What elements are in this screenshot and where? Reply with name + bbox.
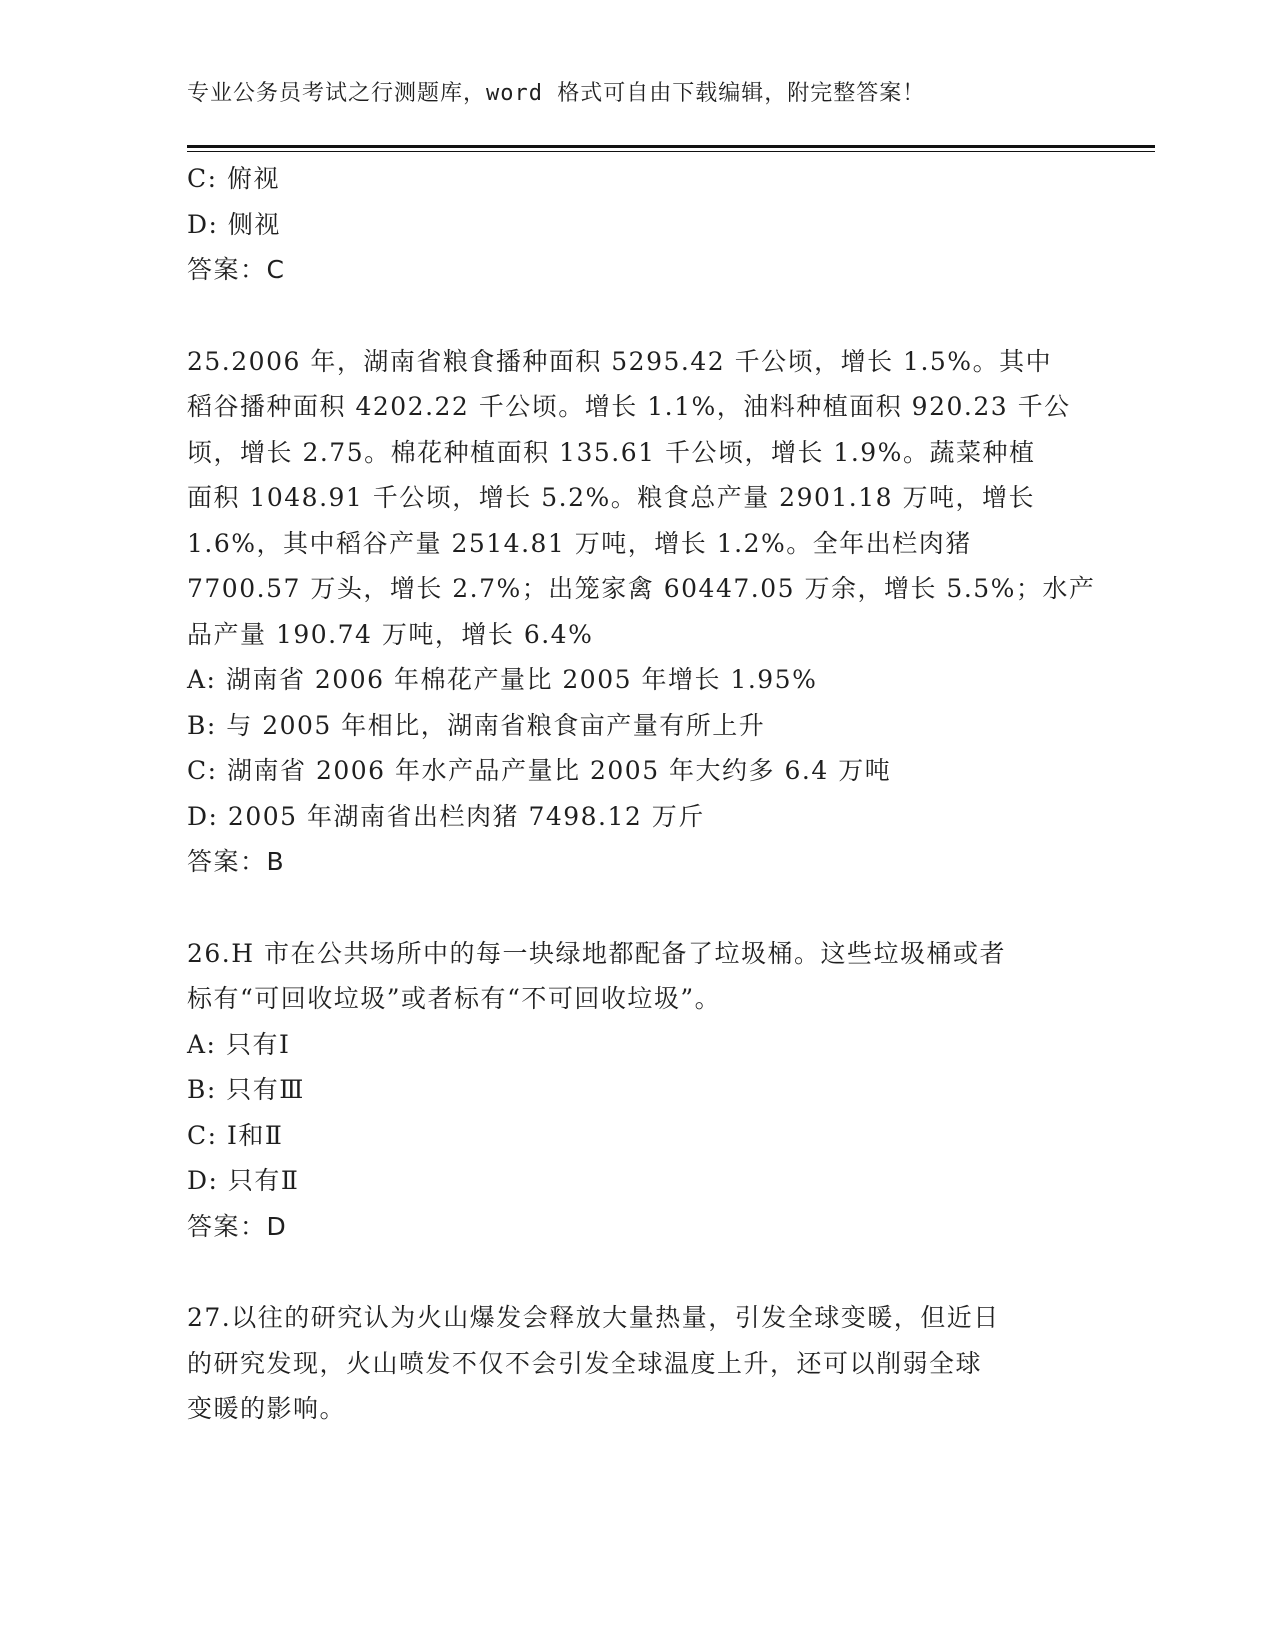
header-rule-thick — [187, 145, 1155, 148]
question-26 — [187, 931, 1087, 1250]
spacer — [187, 293, 1087, 339]
option-a — [187, 657, 1087, 703]
option-label: A: — [187, 665, 217, 694]
option-label: D: — [187, 1166, 219, 1195]
answer-line: 答案：C — [187, 255, 286, 284]
question-stem-line: 26.H 市在公共场所中的每一块绿地都配备了垃圾桶。这些垃圾桶或者 — [187, 938, 1007, 968]
spacer — [187, 1249, 1087, 1295]
prev-question — [187, 156, 1087, 293]
question-stem-line: 品产量 190.74 万吨，增长 6.4% — [187, 619, 594, 649]
option-c — [187, 748, 1087, 794]
header-rule-thin — [187, 151, 1155, 152]
question-stem-line: 标有“可回收垃圾”或者标有“不可回收垃圾”。 — [187, 984, 722, 1013]
option-d — [187, 202, 1087, 248]
option-text: 只有Ⅱ — [227, 1166, 300, 1195]
question-stem-line: 面积 1048.91 千公顷，增长 5.2%。粮食总产量 2901.18 万吨，增长 — [187, 483, 1036, 512]
option-label: C: — [187, 756, 218, 785]
document-body — [187, 156, 1096, 1432]
option-label: B: — [187, 1075, 217, 1104]
question-stem-line: 7700.57 万头，增长 2.7%；出笼家禽 60447.05 万余，增长 5.5%；水产 — [187, 574, 1096, 603]
question-27 — [187, 1295, 1087, 1432]
question-stem-line: 27.以往的研究认为火山爆发会释放大量热量，引发全球变暖，但近日 — [187, 1303, 1000, 1332]
question-stem-line: 1.6%，其中稻谷产量 2514.81 万吨，增长 1.2%。全年出栏肉猪 — [187, 528, 972, 558]
option-b — [187, 1067, 1087, 1113]
option-b — [187, 703, 1087, 749]
option-label: D: — [187, 209, 219, 239]
question-stem-line: 25.2006 年，湖南省粮食播种面积 5295.42 千公顷，增长 1.5%。其中 — [187, 346, 1053, 376]
option-label: D: — [187, 801, 219, 831]
option-text: 与 2005 年相比，湖南省粮食亩产量有所上升 — [226, 710, 766, 740]
option-c — [187, 1113, 1087, 1159]
option-c — [187, 156, 1087, 202]
option-text: 2005 年湖南省出栏肉猪 7498.12 万斤 — [227, 801, 705, 831]
option-label: C: — [187, 164, 218, 193]
answer-line: 答案：B — [187, 847, 286, 876]
spacer — [187, 885, 1087, 931]
option-d — [187, 1158, 1087, 1204]
option-text: 湖南省 2006 年棉花产量比 2005 年增长 1.95% — [225, 665, 818, 694]
option-text: 只有Ⅲ — [226, 1075, 305, 1104]
option-text: 侧视 — [227, 209, 281, 239]
option-text: Ⅰ和Ⅱ — [227, 1120, 284, 1150]
question-25 — [187, 339, 1096, 885]
question-stem-line: 顷，增长 2.75。棉花种植面积 135.61 千公顷，增长 1.9%。蔬菜种植 — [187, 437, 1036, 467]
option-a — [187, 1022, 1087, 1068]
question-stem-line: 变暖的影响。 — [187, 1394, 347, 1423]
option-text: 俯视 — [227, 164, 281, 193]
option-d — [187, 794, 1087, 840]
option-text: 只有Ⅰ — [225, 1029, 291, 1059]
question-stem-line: 的研究发现，火山喷发不仅不会引发全球温度上升，还可以削弱全球 — [187, 1348, 983, 1378]
option-text: 湖南省 2006 年水产品产量比 2005 年大约多 6.4 万吨 — [227, 756, 892, 785]
page-header: 专业公务员考试之行测题库，word 格式可自由下载编辑，附完整答案！ — [187, 81, 926, 106]
option-label: A: — [187, 1029, 217, 1059]
question-stem-line: 稻谷播种面积 4202.22 千公顷。增长 1.1%，油料种植面积 920.23 千公 — [187, 392, 1071, 421]
answer-line: 答案：D — [187, 1211, 288, 1241]
option-label: B: — [187, 710, 217, 740]
option-label: C: — [187, 1120, 218, 1150]
